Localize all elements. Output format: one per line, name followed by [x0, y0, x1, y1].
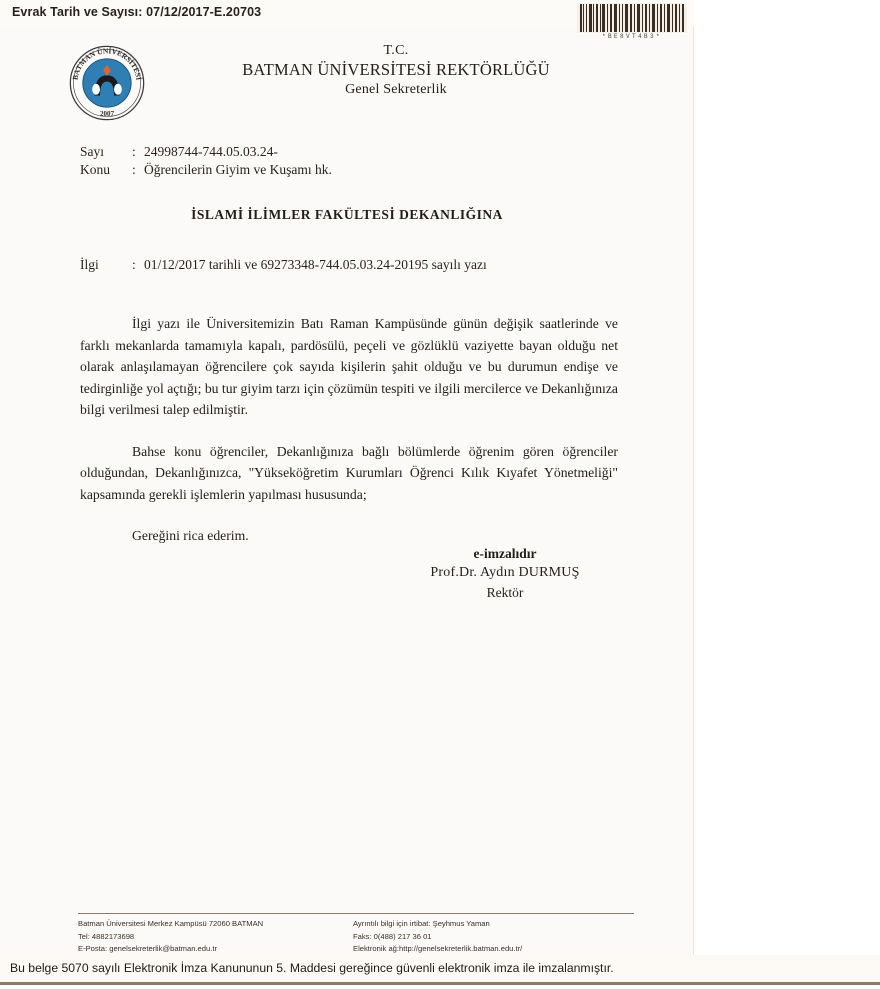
- footer-contact-person: Ayrıntılı bilgi için irtibat: Şeyhmus Yaman: [353, 919, 490, 928]
- ilgi-reference-line: [80, 257, 487, 273]
- document-barcode: [577, 3, 687, 41]
- ilgi-colon: :: [132, 257, 136, 272]
- batman-universitesi-logo-icon: [68, 44, 146, 122]
- footer-divider: [78, 913, 634, 914]
- sayi-colon: :: [132, 144, 136, 159]
- footer-email: E-Posta: genelsekreterlik@batman.edu.tr: [78, 944, 217, 953]
- meta-row-sayi: [80, 143, 332, 161]
- sayi-label: Sayı: [80, 144, 105, 159]
- footer-website: Elektronik ağ:http://genelsekreterlik.batman.edu.tr/: [353, 944, 523, 953]
- barcode-bars-icon: [577, 3, 687, 33]
- letterhead: [0, 42, 694, 120]
- konu-colon: :: [132, 162, 136, 177]
- e-signature-label: e-imzalıdır: [473, 546, 537, 561]
- document-body: [80, 313, 618, 547]
- ilgi-value: 01/12/2017 tarihli ve 69273348-744.05.03.24-20195 sayılı yazı: [144, 257, 487, 272]
- signatory-title: Rektör: [486, 585, 524, 600]
- body-paragraph-2: Bahse konu öğrenciler, Dekanlığınıza bağlı bölümlerde öğrenim gören öğrenciler olduğundan, Dekanlığınızca, "Yükseköğretim Kurumları Öğrenci Kılık Kıyafet Yönetmeliği" kapsamında gerekli işlemlerin yapılması hususunda;: [80, 443, 618, 502]
- electronic-signature-notice-text: Bu belge 5070 sayılı Elektronik İmza Kanununun 5. Maddesi gereğince güvenli elektronik imza ile imzalanmıştır.: [10, 961, 614, 975]
- footer-fax: Faks: 0(488) 217 36 01: [353, 931, 432, 941]
- body-paragraph-1: İlgi yazı ile Üniversitemizin Batı Raman Kampüsünde günün değişik saatlerinde ve farklı mekanlarda tamamıyla kapalı, pardösülü, peçeli ve gözlüklü vaziyette bayan olduğu net olarak anlaşılamayan öğrencilere çok sayıda kişilerin şahit olduğu ve bu durumun endişe ve tedirginliğe yol açtığı; bu tur giyim tarzı için çözümün tespiti ve ilgili mercilerce ve Dekanlığınıza bilgi verilmesi talep edilmiştir.: [80, 316, 618, 417]
- footer-phone: Tel: 4882173698: [78, 931, 135, 941]
- page-bottom-margin: [0, 985, 880, 989]
- org-tc-label: T.C.: [383, 43, 409, 58]
- svg-text:2007: 2007: [100, 109, 114, 118]
- konu-label: Konu: [80, 162, 110, 177]
- footer-address: Batman Üniversitesi Merkez Kampüsü 72060 BATMAN: [78, 919, 264, 928]
- konu-value: Öğrencilerin Giyim ve Kuşamı hk.: [144, 162, 332, 177]
- evrak-date-number: Evrak Tarih ve Sayısı: 07/12/2017-E.20703: [12, 5, 262, 19]
- barcode-value-text: *BE8VT4B3*: [601, 33, 662, 40]
- footer-contact-info: [78, 918, 638, 956]
- recipient-line: İSLAMİ İLİMLER FAKÜLTESİ DEKANLIĞINA: [191, 207, 503, 222]
- svg-text:BATMAN ÜNİVERSİTESİ: BATMAN ÜNİVERSİTESİ: [70, 46, 144, 81]
- signatory-name: Prof.Dr. Aydın DURMUŞ: [430, 565, 580, 580]
- sayi-value: 24998744-744.05.03.24-: [144, 144, 278, 159]
- footer-left-column: [78, 918, 353, 956]
- signature-block: [370, 544, 640, 602]
- ilgi-label: İlgi: [80, 257, 99, 272]
- electronic-signature-notice-bar: [0, 955, 880, 982]
- document-meta: [80, 143, 332, 179]
- organization-block: [170, 42, 622, 100]
- meta-row-konu: [80, 161, 332, 179]
- org-unit-label: Genel Sekreterlik: [345, 82, 447, 97]
- org-name-label: BATMAN ÜNİVERSİTESİ REKTÖRLÜĞÜ: [242, 60, 550, 79]
- body-paragraph-3: Gereğini rica ederim.: [132, 528, 249, 543]
- sheet-right-edge: [693, 0, 694, 963]
- footer-right-column: [353, 918, 638, 956]
